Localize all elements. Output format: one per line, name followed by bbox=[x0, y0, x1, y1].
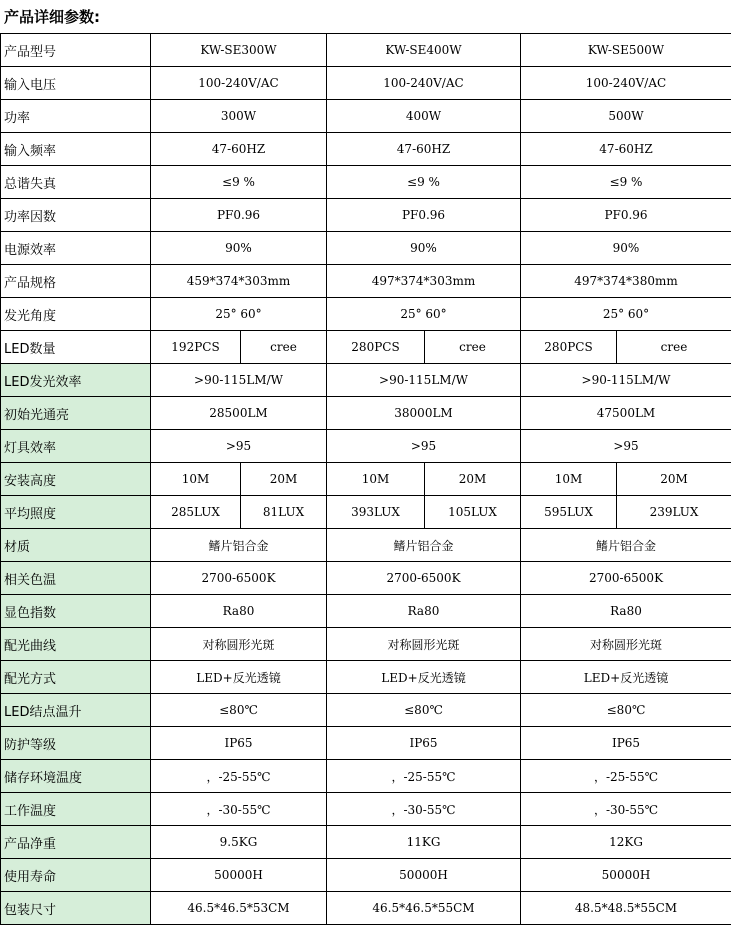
table-row bbox=[1, 727, 731, 760]
table-cell: >95 bbox=[521, 430, 731, 463]
table-cell: 497*374*303mm bbox=[327, 265, 521, 298]
table-cell: IP65 bbox=[151, 727, 327, 760]
table-cell: 2700-6500K bbox=[327, 562, 521, 595]
table-cell: 393LUX bbox=[327, 496, 425, 529]
row-label: 功率 bbox=[1, 100, 151, 133]
table-cell: 400W bbox=[327, 100, 521, 133]
table-cell: 280PCS bbox=[327, 331, 425, 364]
table-cell: ，-30-55℃ bbox=[151, 793, 327, 826]
table-cell: 鳍片铝合金 bbox=[521, 529, 731, 562]
table-cell: Ra80 bbox=[327, 595, 521, 628]
table-cell: 81LUX bbox=[241, 496, 327, 529]
row-label: 输入频率 bbox=[1, 133, 151, 166]
table-cell: 100-240V/AC bbox=[151, 67, 327, 100]
table-cell: >90-115LM/W bbox=[521, 364, 731, 397]
table-row bbox=[1, 661, 731, 694]
row-label: LED发光效率 bbox=[1, 364, 151, 397]
table-cell: 105LUX bbox=[425, 496, 521, 529]
table-cell: 12KG bbox=[521, 826, 731, 859]
row-label: 安装高度 bbox=[1, 463, 151, 496]
table-cell: 25° 60° bbox=[327, 298, 521, 331]
table-cell: 25° 60° bbox=[151, 298, 327, 331]
table-cell: 2700-6500K bbox=[151, 562, 327, 595]
table-cell: ≤9 % bbox=[151, 166, 327, 199]
table-cell: 10M bbox=[151, 463, 241, 496]
row-label: 产品规格 bbox=[1, 265, 151, 298]
table-cell: ，-30-55℃ bbox=[327, 793, 521, 826]
table-cell: 50000H bbox=[151, 859, 327, 892]
table-row bbox=[1, 694, 731, 727]
row-label: 输入电压 bbox=[1, 67, 151, 100]
table-cell: cree bbox=[425, 331, 521, 364]
table-cell: 50000H bbox=[521, 859, 731, 892]
row-label: 工作温度 bbox=[1, 793, 151, 826]
row-label: 包装尺寸 bbox=[1, 892, 151, 925]
table-cell: LED+反光透镜 bbox=[151, 661, 327, 694]
spec-table bbox=[0, 33, 731, 925]
table-cell: PF0.96 bbox=[151, 199, 327, 232]
table-row bbox=[1, 529, 731, 562]
table-cell: 47-60HZ bbox=[521, 133, 731, 166]
table-cell: 300W bbox=[151, 100, 327, 133]
table-row bbox=[1, 562, 731, 595]
row-label: 使用寿命 bbox=[1, 859, 151, 892]
row-label: LED数量 bbox=[1, 331, 151, 364]
table-row bbox=[1, 298, 731, 331]
table-row bbox=[1, 166, 731, 199]
table-cell: >95 bbox=[151, 430, 327, 463]
table-cell: 20M bbox=[241, 463, 327, 496]
table-cell: >95 bbox=[327, 430, 521, 463]
table-row bbox=[1, 826, 731, 859]
table-cell: 11KG bbox=[327, 826, 521, 859]
table-cell: 对称圆形光斑 bbox=[327, 628, 521, 661]
row-label: LED结点温升 bbox=[1, 694, 151, 727]
table-row bbox=[1, 67, 731, 100]
row-label: 功率因数 bbox=[1, 199, 151, 232]
table-row bbox=[1, 364, 731, 397]
table-row bbox=[1, 892, 731, 925]
table-cell: 100-240V/AC bbox=[521, 67, 731, 100]
table-cell: 鳍片铝合金 bbox=[151, 529, 327, 562]
row-label: 总谐失真 bbox=[1, 166, 151, 199]
table-row bbox=[1, 430, 731, 463]
row-label: 显色指数 bbox=[1, 595, 151, 628]
table-cell: 595LUX bbox=[521, 496, 617, 529]
table-row bbox=[1, 496, 731, 529]
table-cell: IP65 bbox=[521, 727, 731, 760]
table-row bbox=[1, 595, 731, 628]
row-label: 平均照度 bbox=[1, 496, 151, 529]
table-cell: ，-25-55℃ bbox=[327, 760, 521, 793]
table-row bbox=[1, 100, 731, 133]
row-label: 产品净重 bbox=[1, 826, 151, 859]
table-cell: 280PCS bbox=[521, 331, 617, 364]
table-cell: 38000LM bbox=[327, 397, 521, 430]
table-cell: cree bbox=[617, 331, 731, 364]
table-cell: 25° 60° bbox=[521, 298, 731, 331]
table-cell: 497*374*380mm bbox=[521, 265, 731, 298]
row-label: 相关色温 bbox=[1, 562, 151, 595]
table-cell: ≤80℃ bbox=[151, 694, 327, 727]
table-cell: 90% bbox=[151, 232, 327, 265]
table-cell: 50000H bbox=[327, 859, 521, 892]
table-cell: 100-240V/AC bbox=[327, 67, 521, 100]
table-cell: >90-115LM/W bbox=[151, 364, 327, 397]
table-cell: 20M bbox=[425, 463, 521, 496]
table-cell: PF0.96 bbox=[521, 199, 731, 232]
table-cell: 47500LM bbox=[521, 397, 731, 430]
table-row bbox=[1, 859, 731, 892]
table-cell: KW-SE300W bbox=[151, 34, 327, 67]
row-label: 防护等级 bbox=[1, 727, 151, 760]
table-cell: 9.5KG bbox=[151, 826, 327, 859]
table-cell: ，-30-55℃ bbox=[521, 793, 731, 826]
row-label: 电源效率 bbox=[1, 232, 151, 265]
row-label: 发光角度 bbox=[1, 298, 151, 331]
table-cell: 500W bbox=[521, 100, 731, 133]
table-row bbox=[1, 133, 731, 166]
table-cell: KW-SE400W bbox=[327, 34, 521, 67]
table-row bbox=[1, 232, 731, 265]
table-row bbox=[1, 199, 731, 232]
table-cell: 285LUX bbox=[151, 496, 241, 529]
row-label: 储存环境温度 bbox=[1, 760, 151, 793]
row-label: 初始光通亮 bbox=[1, 397, 151, 430]
table-cell: ≤9 % bbox=[521, 166, 731, 199]
row-label: 产品型号 bbox=[1, 34, 151, 67]
table-cell: ≤80℃ bbox=[327, 694, 521, 727]
table-cell: 239LUX bbox=[617, 496, 731, 529]
table-cell: 459*374*303mm bbox=[151, 265, 327, 298]
table-cell: LED+反光透镜 bbox=[327, 661, 521, 694]
table-cell: 47-60HZ bbox=[327, 133, 521, 166]
table-cell: 46.5*46.5*53CM bbox=[151, 892, 327, 925]
table-cell: ，-25-55℃ bbox=[521, 760, 731, 793]
table-row bbox=[1, 34, 731, 67]
table-cell: 28500LM bbox=[151, 397, 327, 430]
table-cell: 10M bbox=[327, 463, 425, 496]
table-cell: LED+反光透镜 bbox=[521, 661, 731, 694]
table-cell: 90% bbox=[327, 232, 521, 265]
table-cell: 192PCS bbox=[151, 331, 241, 364]
row-label: 灯具效率 bbox=[1, 430, 151, 463]
table-cell: 20M bbox=[617, 463, 731, 496]
table-cell: IP65 bbox=[327, 727, 521, 760]
table-row bbox=[1, 397, 731, 430]
table-cell: ≤9 % bbox=[327, 166, 521, 199]
table-cell: ，-25-55℃ bbox=[151, 760, 327, 793]
table-cell: >90-115LM/W bbox=[327, 364, 521, 397]
row-label: 配光曲线 bbox=[1, 628, 151, 661]
table-cell: 对称圆形光斑 bbox=[521, 628, 731, 661]
table-cell: 鳍片铝合金 bbox=[327, 529, 521, 562]
page-title: 产品详细参数: bbox=[4, 8, 100, 26]
row-label: 配光方式 bbox=[1, 661, 151, 694]
table-cell: PF0.96 bbox=[327, 199, 521, 232]
table-cell: 90% bbox=[521, 232, 731, 265]
table-cell: cree bbox=[241, 331, 327, 364]
table-cell: 47-60HZ bbox=[151, 133, 327, 166]
table-cell: Ra80 bbox=[151, 595, 327, 628]
table-cell: 46.5*46.5*55CM bbox=[327, 892, 521, 925]
table-cell: KW-SE500W bbox=[521, 34, 731, 67]
table-cell: 10M bbox=[521, 463, 617, 496]
table-row bbox=[1, 265, 731, 298]
table-row bbox=[1, 331, 731, 364]
table-row bbox=[1, 463, 731, 496]
table-row bbox=[1, 793, 731, 826]
table-row bbox=[1, 760, 731, 793]
table-row bbox=[1, 628, 731, 661]
table-cell: 48.5*48.5*55CM bbox=[521, 892, 731, 925]
table-cell: Ra80 bbox=[521, 595, 731, 628]
row-label: 材质 bbox=[1, 529, 151, 562]
table-cell: 对称圆形光斑 bbox=[151, 628, 327, 661]
table-cell: 2700-6500K bbox=[521, 562, 731, 595]
table-cell: ≤80℃ bbox=[521, 694, 731, 727]
